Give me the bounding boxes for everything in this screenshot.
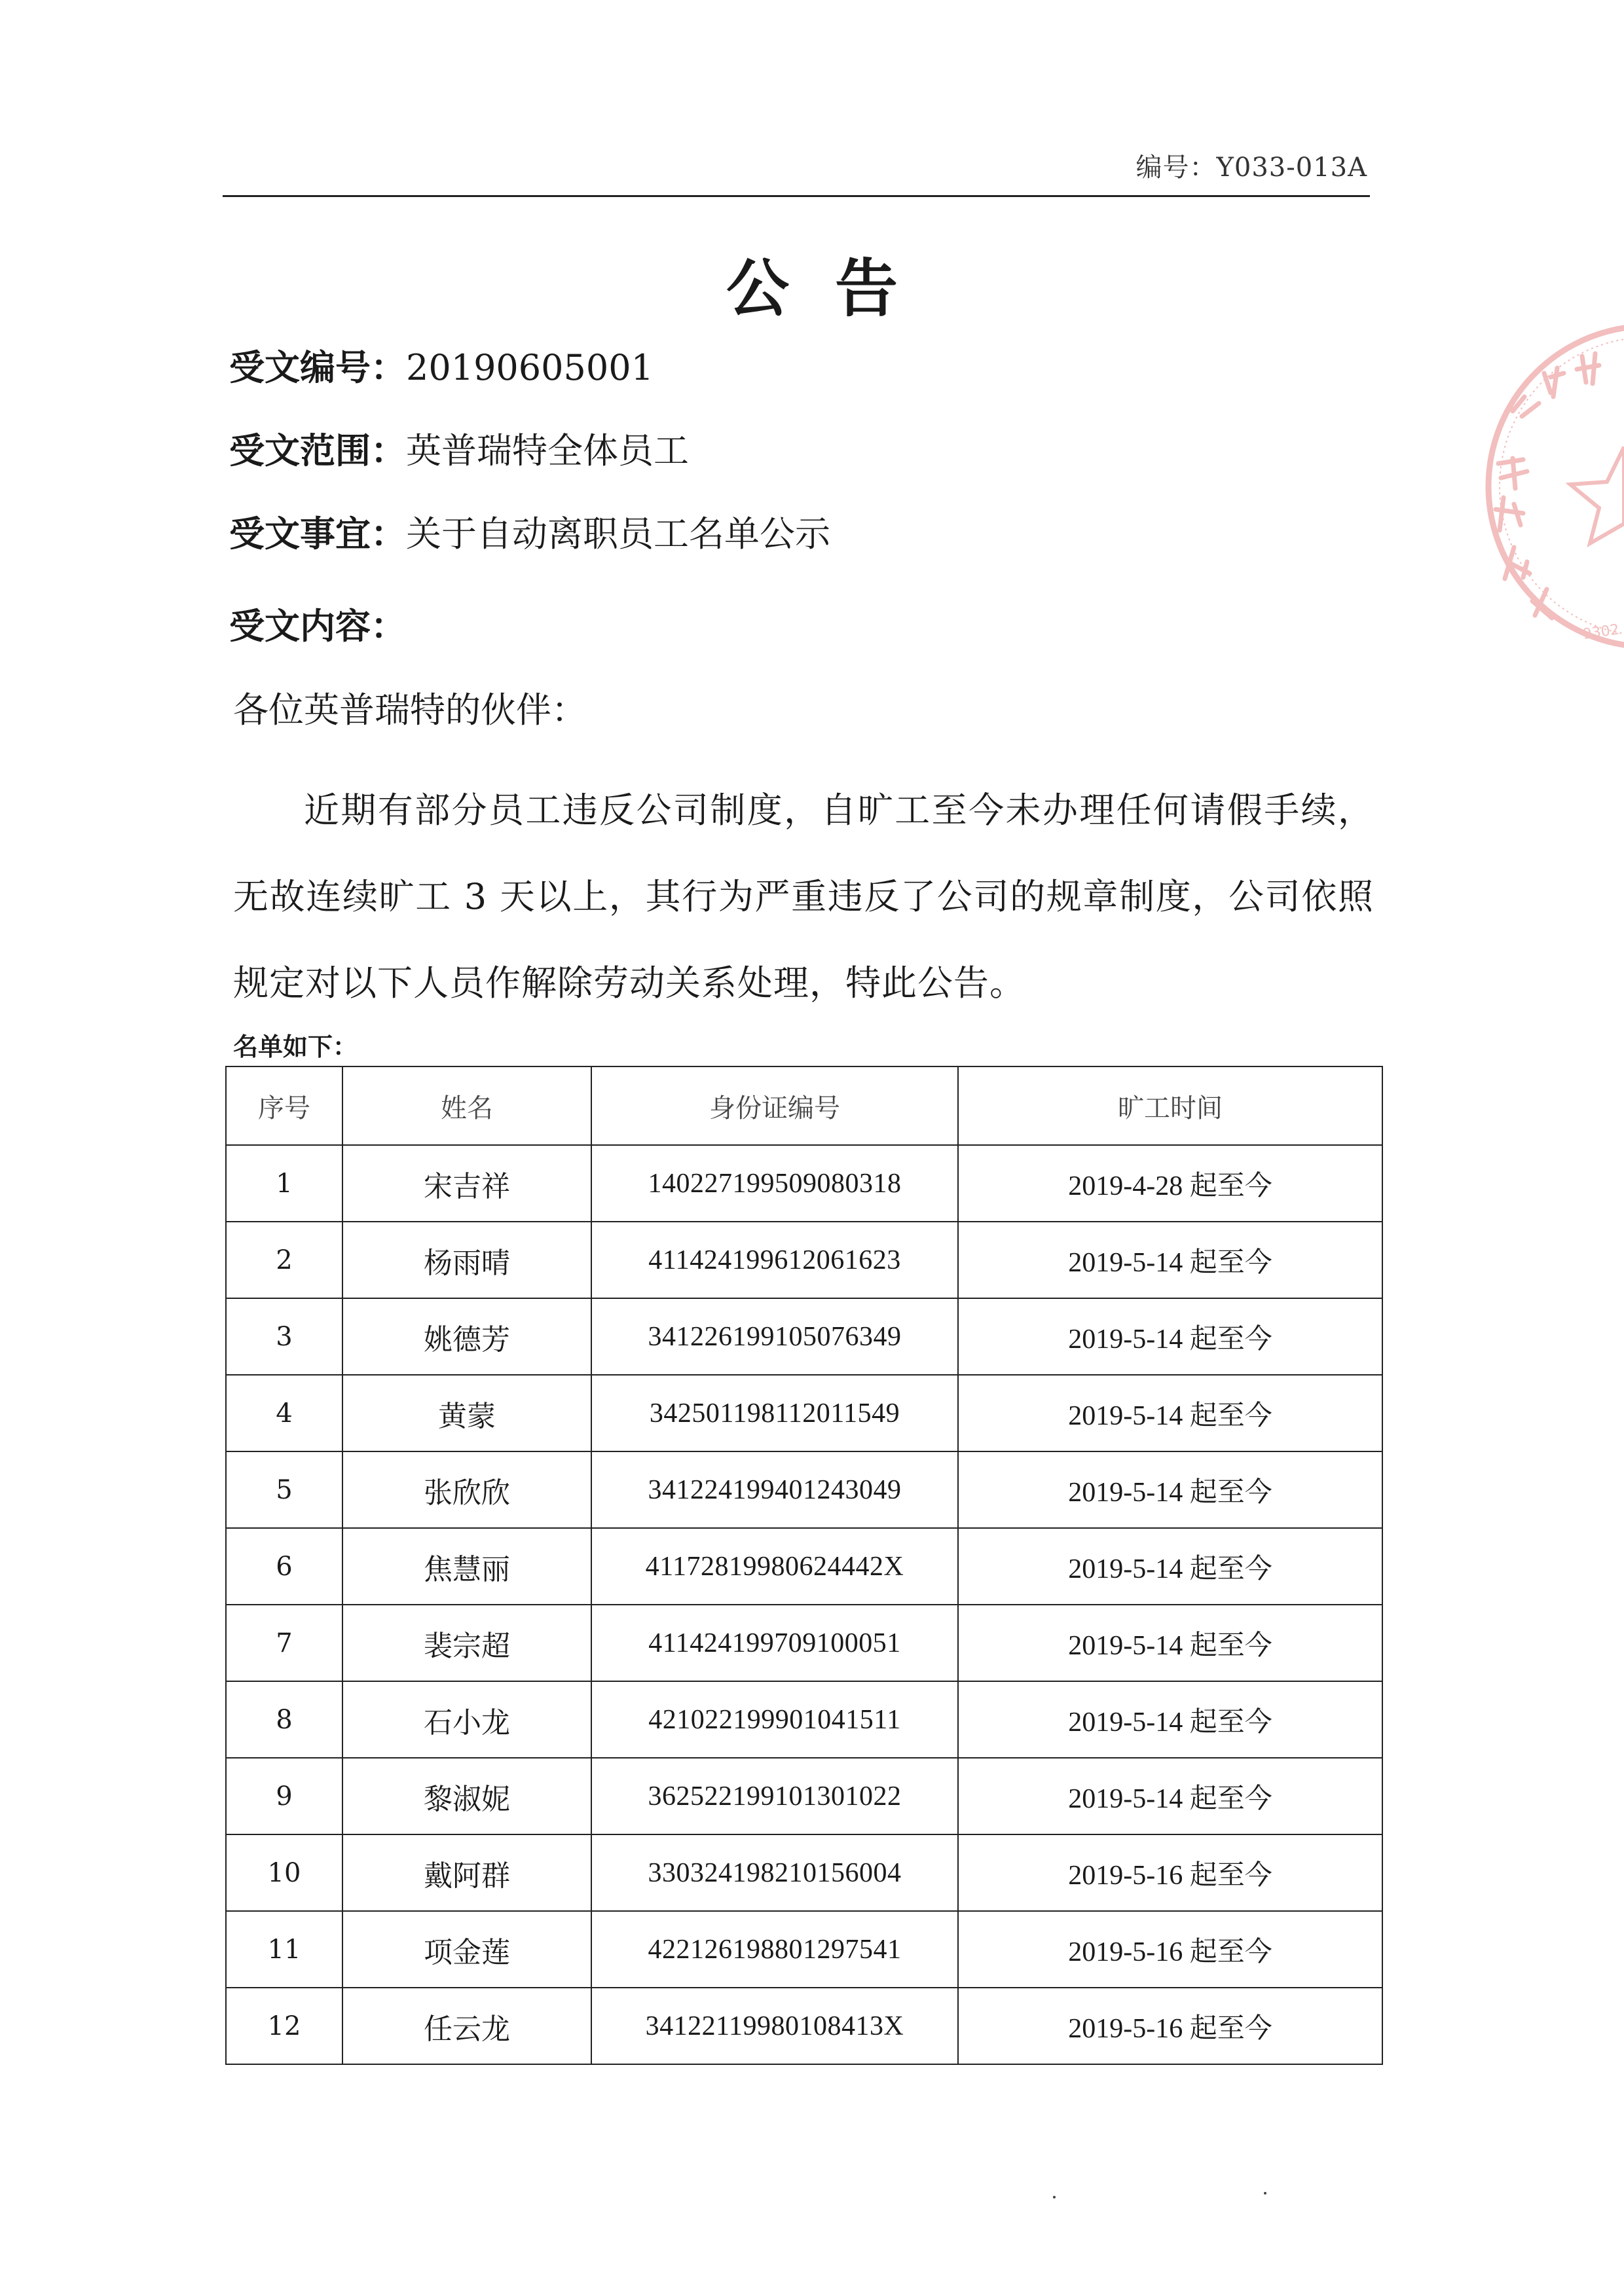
table-row — [226, 1528, 1382, 1605]
cell-absence-date — [958, 1988, 1382, 2064]
table-header-row — [226, 1066, 1382, 1145]
table-row — [226, 1145, 1382, 1222]
employee-table — [225, 1066, 1383, 2065]
cell-id-number: 342501198112011549 — [591, 1375, 958, 1451]
cell-name: 石小龙 — [342, 1681, 591, 1758]
column-header-id: 身份证编号 — [591, 1066, 958, 1145]
absence-suffix: 起至今 — [1189, 1475, 1272, 1508]
absence-suffix: 起至今 — [1189, 1552, 1272, 1584]
cell-number: 12 — [226, 1988, 342, 2064]
cell-number: 7 — [226, 1605, 342, 1681]
absence-start-date: 2019-5-14 — [1068, 1630, 1183, 1661]
meta-scope — [229, 428, 689, 474]
cell-number: 10 — [226, 1834, 342, 1911]
absence-suffix: 起至今 — [1189, 1858, 1272, 1891]
absence-suffix: 起至今 — [1189, 2011, 1272, 2044]
absence-start-date: 2019-4-28 — [1068, 1171, 1183, 1201]
cell-id-number: 341226199105076349 — [591, 1298, 958, 1375]
table-row — [226, 1681, 1382, 1758]
list-label: 名单如下： — [233, 1032, 358, 1061]
cell-number: 3 — [226, 1298, 342, 1375]
meta-subject — [229, 511, 830, 557]
absence-start-date: 2019-5-16 — [1068, 1860, 1183, 1891]
cell-id-number: 411424199709100051 — [591, 1605, 958, 1681]
cell-absence-date — [958, 1528, 1382, 1605]
meta-label: 受文事宜： — [229, 513, 406, 555]
absence-start-date: 2019-5-16 — [1068, 2013, 1183, 2044]
table-row — [226, 1222, 1382, 1298]
cell-id-number: 341224199401243049 — [591, 1451, 958, 1528]
absence-suffix: 起至今 — [1189, 1628, 1272, 1661]
absence-start-date: 2019-5-14 — [1068, 1783, 1183, 1814]
cell-number: 1 — [226, 1145, 342, 1222]
cell-number: 8 — [226, 1681, 342, 1758]
meta-label: 受文范围： — [229, 430, 406, 471]
cell-id-number: 411424199612061623 — [591, 1222, 958, 1298]
column-header-name: 姓名 — [342, 1066, 591, 1145]
absence-suffix: 起至今 — [1189, 1705, 1272, 1738]
table-row — [226, 1605, 1382, 1681]
meta-value: 英普瑞特全体员工 — [406, 430, 689, 471]
meta-document-id — [229, 345, 654, 391]
cell-id-number: 330324198210156004 — [591, 1834, 958, 1911]
meta-label: 受文内容： — [229, 606, 406, 647]
cell-name: 焦慧丽 — [342, 1528, 591, 1605]
table-row — [226, 1451, 1382, 1528]
cell-number: 2 — [226, 1222, 342, 1298]
cell-absence-date — [958, 1834, 1382, 1911]
absence-suffix: 起至今 — [1189, 1245, 1272, 1278]
cell-id-number: 362522199101301022 — [591, 1758, 958, 1834]
scan-speck — [1264, 2192, 1266, 2195]
absence-start-date: 2019-5-14 — [1068, 1247, 1183, 1278]
page-title: 公告 — [726, 252, 944, 325]
column-header-absence: 旷工时间 — [958, 1066, 1382, 1145]
meta-value: 关于自动离职员工名单公示 — [406, 513, 830, 555]
body-paragraph: 近期有部分员工违反公司制度，自旷工至今未办理任何请假手续，无故连续旷工 3 天以上，其行为严重违反了公司的规章制度，公司依照规定对以下人员作解除劳动关系处理，特此公告。 — [233, 790, 1374, 1004]
cell-absence-date — [958, 1145, 1382, 1222]
cell-absence-date — [958, 1681, 1382, 1758]
cell-name: 姚德芳 — [342, 1298, 591, 1375]
cell-number: 6 — [226, 1528, 342, 1605]
cell-number: 4 — [226, 1375, 342, 1451]
cell-absence-date — [958, 1911, 1382, 1988]
absence-suffix: 起至今 — [1189, 1935, 1272, 1967]
cell-name: 黎淑妮 — [342, 1758, 591, 1834]
cell-absence-date — [958, 1451, 1382, 1528]
cell-name: 杨雨晴 — [342, 1222, 591, 1298]
cell-number: 11 — [226, 1911, 342, 1988]
cell-name: 张欣欣 — [342, 1451, 591, 1528]
absence-start-date: 2019-5-14 — [1068, 1477, 1183, 1508]
table-row — [226, 1988, 1382, 2064]
absence-start-date: 2019-5-14 — [1068, 1707, 1183, 1738]
cell-id-number: 421022199901041511 — [591, 1681, 958, 1758]
cell-name: 任云龙 — [342, 1988, 591, 2064]
absence-start-date: 2019-5-14 — [1068, 1400, 1183, 1431]
cell-name: 戴阿群 — [342, 1834, 591, 1911]
cell-absence-date — [958, 1222, 1382, 1298]
table-row — [226, 1758, 1382, 1834]
scan-speck — [1053, 2196, 1056, 2198]
table-row — [226, 1298, 1382, 1375]
table-row — [226, 1834, 1382, 1911]
cell-absence-date — [958, 1298, 1382, 1375]
cell-id-number: 41172819980624442X — [591, 1528, 958, 1605]
cell-number: 9 — [226, 1758, 342, 1834]
header-divider — [223, 195, 1370, 197]
cell-id-number: 422126198801297541 — [591, 1911, 958, 1988]
cell-name: 裴宗超 — [342, 1605, 591, 1681]
cell-absence-date — [958, 1758, 1382, 1834]
table-row — [226, 1375, 1382, 1451]
column-header-number: 序号 — [226, 1066, 342, 1145]
table-body — [226, 1145, 1382, 2064]
svg-text:9302: 9302 — [1581, 621, 1621, 643]
document-number: 编号：Y033-013A — [1135, 153, 1367, 183]
cell-name: 黄蒙 — [342, 1375, 591, 1451]
cell-absence-date — [958, 1605, 1382, 1681]
cell-name: 项金莲 — [342, 1911, 591, 1988]
absence-suffix: 起至今 — [1189, 1781, 1272, 1814]
cell-id-number: 34122119980108413X — [591, 1988, 958, 2064]
company-seal — [1452, 313, 1624, 666]
absence-suffix: 起至今 — [1189, 1169, 1272, 1201]
cell-number: 5 — [226, 1451, 342, 1528]
table-row — [226, 1911, 1382, 1988]
absence-start-date: 2019-5-14 — [1068, 1324, 1183, 1355]
cell-id-number: 140227199509080318 — [591, 1145, 958, 1222]
absence-suffix: 起至今 — [1189, 1398, 1272, 1431]
absence-start-date: 2019-5-14 — [1068, 1554, 1183, 1584]
meta-content — [229, 604, 406, 649]
cell-name: 宋吉祥 — [342, 1145, 591, 1222]
cell-absence-date — [958, 1375, 1382, 1451]
salutation: 各位英普瑞特的伙伴： — [233, 689, 587, 731]
absence-start-date: 2019-5-16 — [1068, 1937, 1183, 1967]
meta-value: 20190605001 — [406, 347, 654, 388]
absence-suffix: 起至今 — [1189, 1322, 1272, 1355]
meta-label: 受文编号： — [229, 347, 406, 388]
